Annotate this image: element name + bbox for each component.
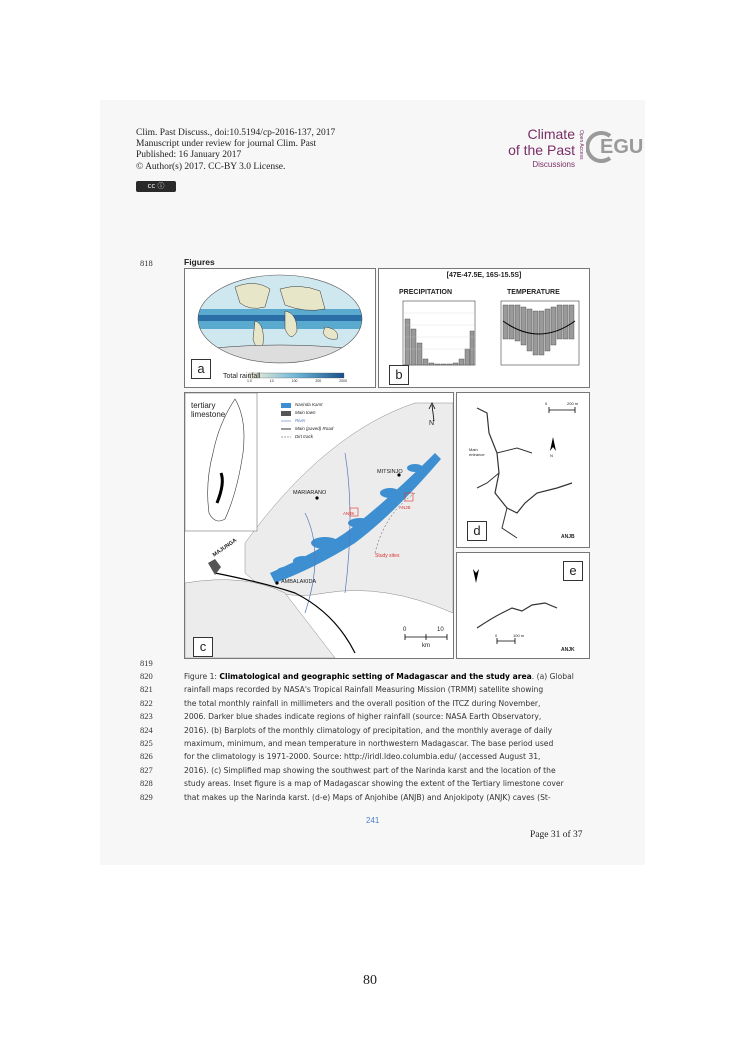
rain-scale-4: 2000 <box>339 379 347 383</box>
north-label: N <box>429 420 435 427</box>
climatology-bars-icon <box>379 269 589 387</box>
line-number: 820 <box>140 671 153 681</box>
d-cave-name: ANJB <box>561 534 575 540</box>
line-number: 826 <box>140 751 153 762</box>
precip-heading: PRECIPITATION <box>399 289 453 296</box>
panel-b-letter: b <box>389 365 409 385</box>
line-number: 822 <box>140 697 153 708</box>
cc-license-badge: cc ⓘ <box>136 181 176 192</box>
caption-line: study areas. Inset figure is a map of Madagascar showing the extent of the Tertiary limestone cover <box>184 779 564 789</box>
page-marker: 241 <box>366 816 380 825</box>
panel-e-letter: e <box>563 561 583 581</box>
scale-ten: 10 <box>437 627 444 633</box>
legend-main-road: Main (paved) Road <box>295 426 334 431</box>
town-ambalakida: AMBALAKIDA <box>281 579 317 585</box>
logo-line-1: Climate <box>527 126 575 142</box>
legend-river: River <box>295 418 306 423</box>
line-number-818: 818 <box>140 258 153 268</box>
line-number: 829 <box>140 791 153 802</box>
cave-anjk-label: ANJK <box>343 511 355 516</box>
rain-scale-0: 1.0 <box>247 379 252 383</box>
e-cave-name: ANJK <box>561 647 575 653</box>
line-number: 821 <box>140 684 153 695</box>
line-number: 828 <box>140 778 153 789</box>
d-scale-end: 200 m <box>567 401 579 406</box>
page-number: 80 <box>363 973 377 988</box>
caption-line: that makes up the Narinda karst. (d-e) Maps of Anjohibe (ANJB) and Anjokipoty (ANJK) caves (St- <box>184 792 551 802</box>
panel-c-narinda-map <box>184 392 454 659</box>
header-line-2: Manuscript under review for journal Clim. Past <box>136 139 317 150</box>
logo-line-2: of the Past <box>508 142 575 158</box>
panel-c-letter: c <box>193 637 213 657</box>
inset-limestone-label: tertiary limestone <box>191 401 226 419</box>
logo-line-3: Discussions <box>532 160 575 169</box>
figure-label: Figure 1: <box>184 672 220 681</box>
line-number-819: 819 <box>140 658 153 668</box>
town-majunga: MAJUNGA <box>211 537 239 559</box>
journal-header <box>136 128 335 173</box>
d-north-label: N <box>550 453 553 458</box>
globe-map-icon <box>185 269 375 387</box>
caption-line-1 <box>184 670 588 683</box>
caption-line: 2006. Darker blue shades indicate regions of higher rainfall (source: NASA Earth Observatory, <box>184 712 542 722</box>
panel-a-letter: a <box>191 359 211 379</box>
caption-line-1-rest: . (a) Global <box>531 672 574 681</box>
legend-main-town: Main town <box>295 410 316 415</box>
panel-d-anjohibe-cave <box>456 392 590 548</box>
header-line-1: Clim. Past Discuss., doi:10.5194/cp-2016-137, 2017 <box>136 128 336 138</box>
logo-egu: EGU <box>600 136 644 158</box>
panel-a-rainfall-map <box>184 268 376 388</box>
caption-line: 2016). (b) Barplots of the monthly climatology of precipitation, and the monthly average of daily <box>184 725 553 735</box>
figure-title: Climatological and geographic setting of Madagascar and the study area <box>219 672 532 681</box>
temp-heading: TEMPERATURE <box>507 289 560 296</box>
header-line-3: Published: 16 January 2017 <box>136 150 242 161</box>
e-scale-end: 100 m <box>513 633 525 638</box>
caption-line-numbers <box>140 670 176 804</box>
line-number: 824 <box>140 724 153 735</box>
main-entrance-label: Main entrance <box>469 447 485 457</box>
rain-scale-2: 100 <box>291 379 298 383</box>
scale-unit: km <box>422 643 430 649</box>
caption-line: rainfall maps recorded by NASA's Tropical Rainfall Measuring Mission (TRMM) satellite showing <box>184 685 544 695</box>
legend-narinda-karst: Narinda Karst <box>295 402 323 407</box>
line-number: 825 <box>140 738 153 749</box>
panel-b-title: [47E-47.5E, 16S-15.5S] <box>446 272 522 279</box>
d-scale-zero: 0 <box>545 401 548 406</box>
logo-open-access: Open Access <box>578 130 584 160</box>
map-legend <box>295 401 333 441</box>
caption-line: for the climatology is 1971-2000. Source: http://iridl.ldeo.columbia.edu/ (accessed August 31, <box>184 752 541 762</box>
cave-anjb-label: ANJB <box>399 505 411 510</box>
panel-a-label: Total rainfall <box>223 373 261 380</box>
rain-scale-labels <box>247 379 347 383</box>
line-number: 827 <box>140 764 153 775</box>
caption-line: 2016). (c) Simplified map showing the southwest part of the Narinda karst and the location of the <box>184 765 556 775</box>
scale-zero: 0 <box>403 627 407 633</box>
panel-d-letter: d <box>467 521 487 541</box>
e-scale-zero: 0 <box>495 633 498 638</box>
panel-e-anjokipoty-cave <box>456 552 590 659</box>
journal-logo <box>508 126 643 174</box>
study-sites-label: Study sites <box>375 553 400 559</box>
page-of-label: Page 31 of 37 <box>530 830 583 840</box>
figure-caption <box>184 670 588 804</box>
rain-scale-3: 200 <box>315 379 322 383</box>
line-number: 823 <box>140 711 153 722</box>
panel-b-climatology <box>378 268 590 388</box>
header-line-4: © Author(s) 2017. CC-BY 3.0 License. <box>136 161 286 172</box>
town-mitsinjo: MITSINJO <box>377 469 403 475</box>
town-mariarano: MARIARANO <box>293 490 327 496</box>
legend-dirt-track: Dirt track <box>295 434 313 439</box>
rain-scale-1: 10 <box>269 379 274 383</box>
caption-line: maximum, minimum, and mean temperature in northwestern Madagascar. The base period used <box>184 739 554 749</box>
figures-heading: Figures <box>184 257 215 267</box>
caption-line: the total monthly rainfall in millimeters and the overall position of the ITCZ during November, <box>184 698 541 708</box>
